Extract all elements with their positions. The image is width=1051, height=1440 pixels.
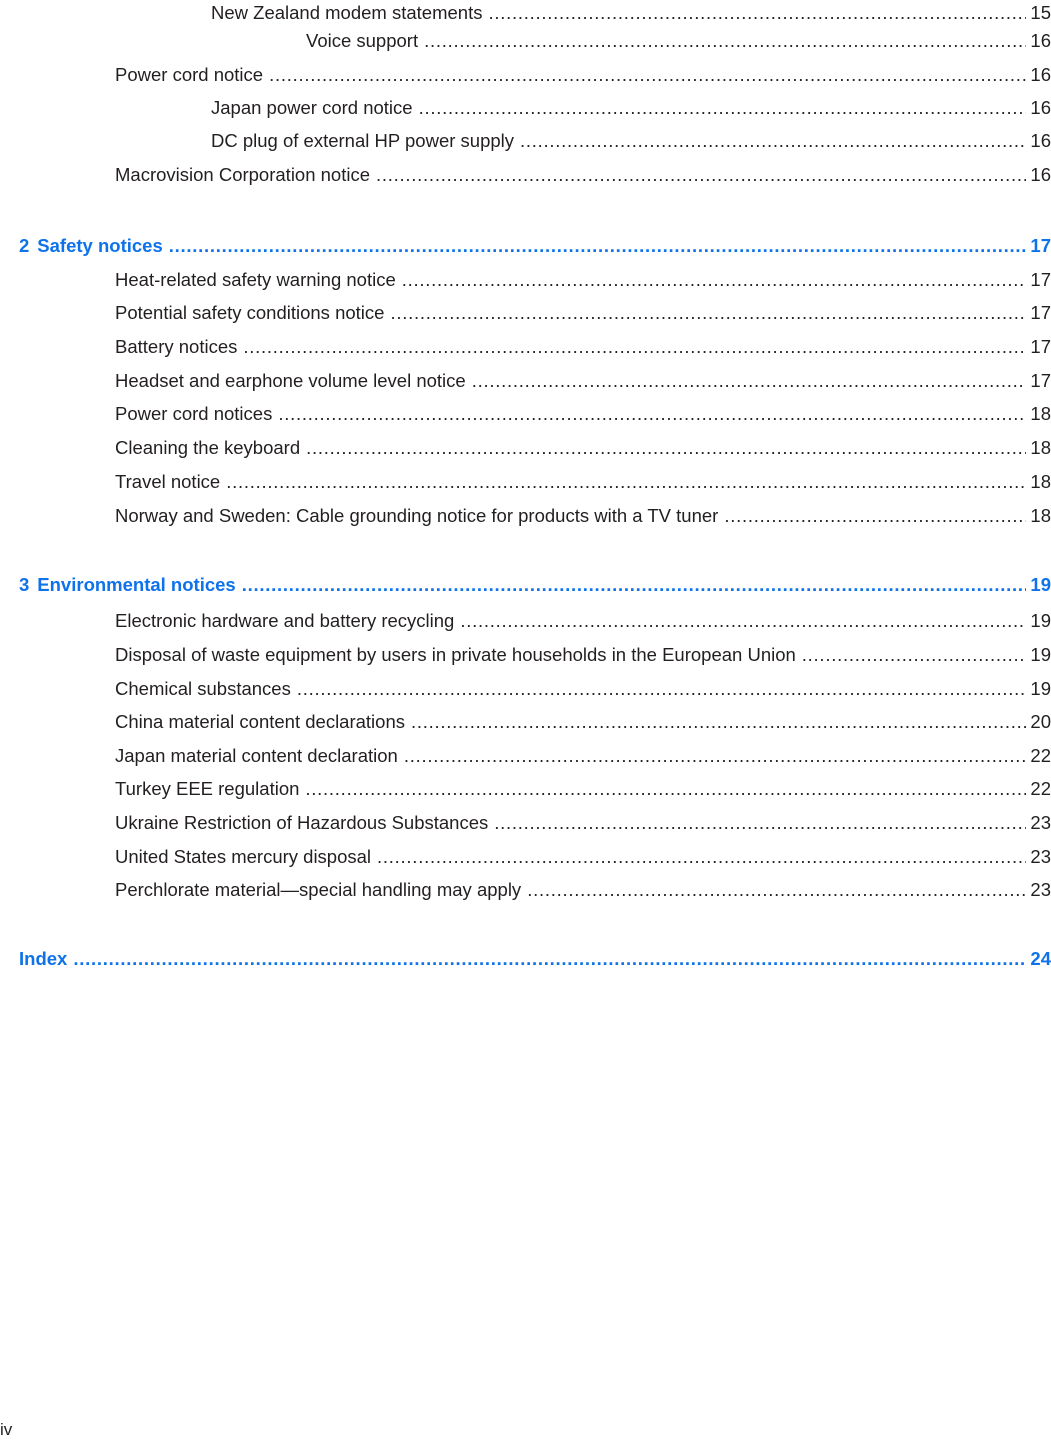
toc-entry-page-number: 17 — [1030, 302, 1051, 323]
chapter-number: 3 — [19, 574, 30, 595]
toc-entry[interactable] — [211, 0, 1051, 26]
toc-entry[interactable] — [19, 946, 1051, 972]
toc-entry-page-number: 20 — [1030, 711, 1051, 732]
toc-entry-page-number: 17 — [1030, 370, 1051, 391]
dot-leader — [278, 401, 1026, 427]
toc-entry[interactable] — [115, 267, 1051, 293]
toc-entry-page-number: 23 — [1030, 879, 1051, 900]
toc-entry-label: Electronic hardware and battery recycling — [115, 610, 455, 631]
toc-entry-label: Voice support — [306, 30, 419, 51]
dot-leader — [243, 334, 1026, 360]
dot-leader — [226, 469, 1026, 495]
toc-entry[interactable] — [115, 469, 1051, 495]
dot-leader — [73, 946, 1026, 972]
toc-entry-label: Perchlorate material—special handling may apply — [115, 879, 522, 900]
toc-entry-page-number: 16 — [1030, 130, 1051, 151]
toc-entry-label: Power cord notice — [115, 64, 264, 85]
toc-entry-label: Headset and earphone volume level notice — [115, 370, 466, 391]
dot-leader — [404, 743, 1027, 769]
toc-entry-label: Ukraine Restriction of Hazardous Substances — [115, 812, 489, 833]
toc-entry-label: Power cord notices — [115, 403, 273, 424]
toc-entry-page-number: 19 — [1030, 644, 1051, 665]
toc-entry-page-number: 18 — [1030, 505, 1051, 526]
dot-leader — [527, 877, 1026, 903]
toc-entry-page-number: 22 — [1030, 745, 1051, 766]
dot-leader — [402, 267, 1027, 293]
toc-entry-page-number: 16 — [1030, 164, 1051, 185]
toc-entry-label: Travel notice — [115, 471, 221, 492]
toc-entry[interactable] — [115, 401, 1051, 427]
toc-entry[interactable] — [19, 233, 1051, 259]
dot-leader — [724, 503, 1026, 529]
toc-entry[interactable] — [115, 368, 1051, 394]
page-number: iv — [0, 1420, 13, 1439]
dot-leader — [494, 810, 1026, 836]
toc-entry[interactable] — [115, 503, 1051, 529]
toc-entry-page-number: 17 — [1030, 269, 1051, 290]
toc-entry[interactable] — [115, 608, 1051, 634]
toc-entry-label: Safety notices — [37, 235, 163, 256]
toc-entry[interactable] — [115, 642, 1051, 668]
toc-entry-page-number: 16 — [1030, 97, 1051, 118]
dot-leader — [305, 776, 1026, 802]
toc-entry[interactable] — [115, 62, 1051, 88]
toc-entry[interactable] — [115, 162, 1051, 188]
toc-entry-page-number: 19 — [1030, 610, 1051, 631]
toc-entry[interactable] — [211, 95, 1051, 121]
dot-leader — [297, 676, 1027, 702]
toc-entry[interactable] — [115, 844, 1051, 870]
toc-entry-page-number: 17 — [1030, 336, 1051, 357]
toc-entry-page-number: 24 — [1030, 948, 1051, 969]
toc-entry-label: New Zealand modem statements — [211, 2, 483, 23]
toc-entry[interactable] — [115, 300, 1051, 326]
toc-entry-label: Environmental notices — [37, 574, 236, 595]
toc-entry-page-number: 19 — [1030, 678, 1051, 699]
toc-entry-page-number: 16 — [1030, 64, 1051, 85]
chapter-number: 2 — [19, 235, 30, 256]
toc-entry-label: Cleaning the keyboard — [115, 437, 301, 458]
toc-entry-label: Japan power cord notice — [211, 97, 413, 118]
toc-entry[interactable] — [115, 743, 1051, 769]
toc-entry-label: United States mercury disposal — [115, 846, 372, 867]
toc-entry-label: Index — [19, 948, 68, 969]
dot-leader — [419, 95, 1027, 121]
toc-entry-page-number: 22 — [1030, 778, 1051, 799]
toc-entry-label: Disposal of waste equipment by users in private households in the European Union — [115, 644, 796, 665]
toc-entry-label: Turkey EEE regulation — [115, 778, 300, 799]
toc-entry-label: Norway and Sweden: Cable grounding notice for products with a TV tuner — [115, 505, 719, 526]
toc-entry-page-number: 18 — [1030, 403, 1051, 424]
toc-entry-page-number: 18 — [1030, 471, 1051, 492]
dot-leader — [802, 642, 1027, 668]
toc-entry-label: Macrovision Corporation notice — [115, 164, 371, 185]
toc-entry-label: Heat-related safety warning notice — [115, 269, 396, 290]
toc-entry[interactable] — [306, 28, 1051, 54]
toc-entry-page-number: 23 — [1030, 846, 1051, 867]
toc-entry-label: Chemical substances — [115, 678, 291, 699]
toc-entry-label: DC plug of external HP power supply — [211, 130, 515, 151]
dot-leader — [390, 300, 1026, 326]
dot-leader — [169, 233, 1027, 259]
toc-entry-page-number: 17 — [1030, 235, 1051, 256]
toc-entry-label: Battery notices — [115, 336, 238, 357]
toc-entry-label: China material content declarations — [115, 711, 405, 732]
toc-entry[interactable] — [115, 676, 1051, 702]
toc-entry[interactable] — [211, 128, 1051, 154]
dot-leader — [269, 62, 1026, 88]
toc-entry[interactable] — [115, 776, 1051, 802]
toc-entry[interactable] — [19, 572, 1051, 598]
dot-leader — [424, 28, 1026, 54]
toc-entry-label: Japan material content declaration — [115, 745, 398, 766]
toc-entry[interactable] — [115, 709, 1051, 735]
dot-leader — [411, 709, 1026, 735]
dot-leader — [242, 572, 1027, 598]
toc-entry-page-number: 23 — [1030, 812, 1051, 833]
toc-entry-label: Potential safety conditions notice — [115, 302, 385, 323]
dot-leader — [488, 0, 1026, 26]
dot-leader — [377, 844, 1026, 870]
toc-entry[interactable] — [115, 435, 1051, 461]
dot-leader — [472, 368, 1027, 394]
dot-leader — [520, 128, 1026, 154]
toc-entry[interactable] — [115, 334, 1051, 360]
dot-leader — [376, 162, 1026, 188]
toc-entry-page-number: 16 — [1030, 30, 1051, 51]
toc-entry[interactable] — [115, 810, 1051, 836]
dot-leader — [460, 608, 1026, 634]
toc-entry-page-number: 18 — [1030, 437, 1051, 458]
toc-entry[interactable] — [115, 877, 1051, 903]
dot-leader — [306, 435, 1026, 461]
toc-entry-page-number: 15 — [1030, 2, 1051, 23]
toc-entry-page-number: 19 — [1030, 574, 1051, 595]
